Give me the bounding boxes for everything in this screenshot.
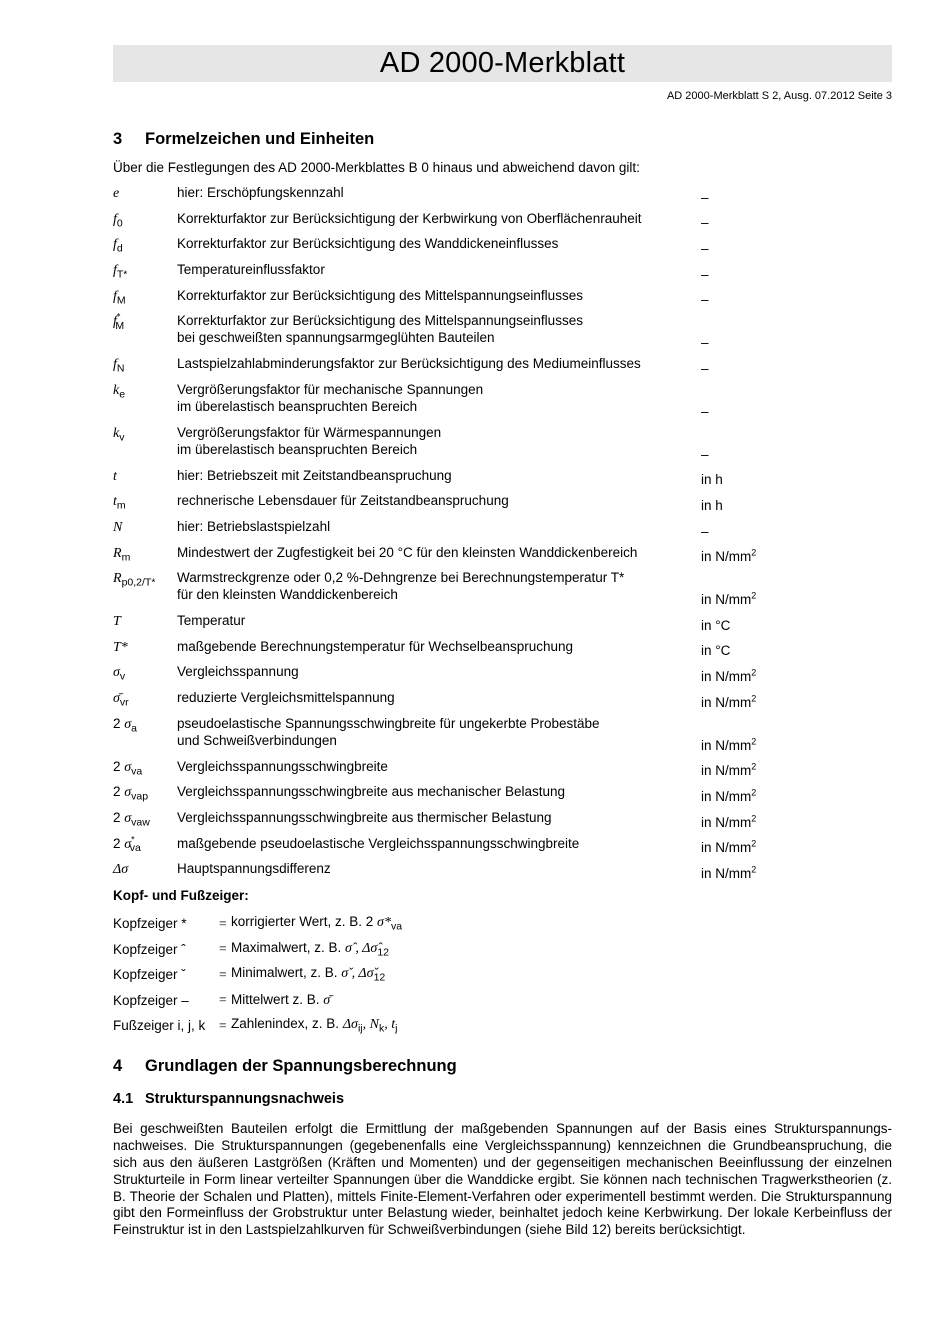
symbol-subscript: p0,2/T*	[121, 577, 156, 589]
index-math: Δσ	[342, 1017, 358, 1033]
symbol-row	[113, 378, 892, 421]
symbol-cell	[113, 609, 177, 635]
unit-cell	[701, 207, 892, 233]
symbol-cell	[113, 806, 177, 832]
symbol-letter: f	[113, 262, 117, 278]
symbol-cell	[113, 464, 177, 490]
symbol-cell	[113, 309, 177, 352]
symbol-row	[113, 352, 892, 378]
symbol-letter: R	[113, 545, 122, 561]
unit-text: in N/mm	[701, 737, 752, 753]
symbol-letter: σ	[124, 811, 132, 827]
index-list	[113, 911, 892, 1039]
symbol-letter: Δσ	[113, 862, 129, 878]
description-line: hier: Betriebslastspielzahl	[177, 519, 331, 535]
symbol-subscript: vap	[131, 791, 149, 804]
unit-text: in N/mm	[701, 840, 752, 856]
index-subscript: ij	[357, 1023, 363, 1036]
symbol-cell	[113, 541, 177, 567]
unit-superscript: 2	[751, 736, 757, 747]
section-intro: Über die Festlegungen des AD 2000-Merkblattes B 0 hinaus und abweichend davon gilt:	[113, 160, 640, 175]
symbol-cell	[113, 660, 177, 686]
symbol-letter: σ	[124, 836, 132, 852]
body-paragraph: Bei geschweißten Bauteilen erfolgt die Ermittlung der maßgebenden Spannungen auf der Basis eines Strukturspannungs-nachweises. Die Strukturspannungen (gegebenenfalls eine Vergleichsspannung) kennzeichnen die Grundbeanspruchung, die sich aus den äußeren Lastgrößen (Kräften und Momenten) und der gegenseitigen mechanischen Beeinflussung der einzelnen Strukturteile in Form linear verteilter Spannungen über die Wanddicke ergibt. Sie können nach technischen Tragwerkstheorien (z. B. Theorie der Schalen und Platten), mittels Finite-Element-Verfahren oder experimentell bestimmt werden. Die Strukturspannung gibt den Formeinfluss der Grobstruktur unter Belastung wieder, beinhaltet jedoch keine Kerbwirkung. Der lokale Kerbeinfluss der Feinstruktur ist in den Lastspielzahlkurven für Schweißverbindungen (siehe Bild 12) bereits berücksichtigt.	[113, 1121, 892, 1238]
description-cell	[177, 566, 701, 609]
symbol-row	[113, 609, 892, 635]
description-cell	[177, 609, 701, 635]
symbol-cell	[113, 378, 177, 421]
symbol-cell	[113, 489, 177, 515]
index-row	[113, 962, 892, 988]
symbol-subscript: vaw	[131, 816, 150, 829]
unit-text: –	[701, 266, 709, 282]
description-cell	[177, 309, 701, 352]
description-line: Warmstreckgrenze oder 0,2 %-Dehngrenze bei Berechnungstemperatur T*	[177, 570, 625, 586]
equals-sign: =	[219, 915, 227, 931]
symbol-subscript: v	[119, 671, 126, 683]
symbol-row	[113, 832, 892, 858]
section-3-heading	[113, 129, 892, 149]
symbol-subscript: vr	[119, 696, 129, 709]
subsection-number: 4.1	[113, 1091, 134, 1108]
symbol-cell	[113, 258, 177, 284]
unit-text: in °C	[701, 617, 731, 633]
index-text: Zahlenindex, z. B.	[231, 1016, 343, 1032]
index-label: Kopfzeiger *	[113, 916, 187, 932]
index-math: σ̌ , Δσ̌	[341, 966, 374, 982]
symbol-letter: σ	[124, 785, 132, 801]
description-cell	[177, 686, 701, 712]
symbol-row	[113, 258, 892, 284]
symbol-letter: σ	[124, 716, 132, 732]
section-4-1-heading	[113, 1090, 892, 1108]
index-math: σ̂ , Δσ̂	[345, 940, 378, 956]
equals-sign: =	[219, 941, 227, 957]
index-label: Kopfzeiger –	[113, 992, 189, 1008]
symbol-subscript: m	[116, 500, 126, 513]
description-cell	[177, 352, 701, 378]
symbol-row	[113, 806, 892, 832]
unit-text: in N/mm	[701, 669, 752, 684]
symbol-prefix: 2	[113, 835, 125, 851]
unit-cell	[701, 464, 892, 490]
section-4-heading	[113, 1056, 892, 1076]
unit-cell	[701, 284, 892, 310]
description-cell	[177, 464, 701, 490]
description-line: Korrekturfaktor zur Berücksichtigung des Wanddickeneinflusses	[177, 236, 559, 252]
symbol-cell	[113, 352, 177, 378]
symbol-prefix: 2	[113, 810, 125, 826]
symbol-subscript: N	[116, 362, 125, 375]
unit-cell	[701, 258, 892, 284]
description-line: Temperatur	[177, 613, 246, 629]
description-line-2: im überelastisch beanspruchten Bereich	[177, 398, 418, 414]
description-cell	[177, 806, 701, 832]
unit-cell	[701, 857, 892, 883]
description-cell	[177, 232, 701, 258]
symbol-row	[113, 309, 892, 352]
index-math: σ*	[377, 915, 391, 931]
symbol-letter: σ̄	[113, 691, 120, 706]
subsection-title: Strukturspannungsnachweis	[145, 1091, 345, 1108]
index-math: σ̄	[323, 992, 331, 1008]
unit-text: –	[701, 292, 709, 308]
symbol-letter: σ	[113, 665, 120, 681]
index-value	[231, 965, 385, 984]
symbol-letter: f	[113, 357, 117, 373]
symbol-star: *	[131, 834, 135, 845]
symbol-row	[113, 780, 892, 806]
symbol-row	[113, 541, 892, 567]
description-line: hier: Betriebszeit mit Zeitstandbeanspruchung	[177, 467, 452, 483]
description-line: Korrekturfaktor zur Berücksichtigung des Mittelspannungseinflusses	[177, 287, 583, 303]
symbol-cell	[113, 780, 177, 806]
index-math-2: , N	[362, 1017, 379, 1033]
index-text: Maximalwert, z. B.	[231, 939, 346, 955]
symbol-row	[113, 515, 892, 541]
index-row	[113, 936, 892, 962]
description-line: pseudoelastische Spannungsschwingbreite für ungekerbte Probestäbe	[177, 715, 600, 731]
symbol-row	[113, 464, 892, 490]
description-line: maßgebende Berechnungstemperatur für Wechselbeanspruchung	[177, 638, 573, 654]
unit-cell	[701, 378, 892, 421]
unit-superscript: 2	[751, 813, 757, 824]
description-cell	[177, 712, 701, 755]
unit-cell	[701, 712, 892, 755]
index-value	[231, 914, 402, 933]
symbol-subscript: v	[119, 431, 125, 444]
symbol-row	[113, 421, 892, 464]
description-line: rechnerische Lebensdauer für Zeitstandbeanspruchung	[177, 493, 509, 509]
equals-sign: =	[219, 1017, 227, 1033]
description-line: Vergleichsspannungsschwingbreite aus thermischer Belastung	[177, 810, 552, 826]
description-cell	[177, 378, 701, 421]
index-subscript: va	[390, 921, 403, 934]
index-label: Fußzeiger i, j, k	[113, 1018, 206, 1034]
document-subtitle: AD 2000-Merkblatt S 2, Ausg. 07.2012 Seite 3	[666, 90, 892, 102]
index-value	[231, 992, 330, 1009]
description-cell	[177, 857, 701, 883]
unit-cell	[701, 541, 892, 567]
symbol-cell	[113, 181, 177, 207]
unit-text: –	[701, 446, 709, 462]
symbol-letter: T	[113, 614, 121, 630]
symbol-cell	[113, 686, 177, 712]
description-cell	[177, 284, 701, 310]
symbol-letter: σ	[124, 759, 132, 775]
description-cell	[177, 635, 701, 661]
symbol-letter: N	[113, 520, 123, 536]
symbol-letter: f	[113, 237, 117, 253]
description-line: Mindestwert der Zugfestigkeit bei 20 °C für den kleinsten Wanddickenbereich	[177, 544, 638, 560]
symbol-cell	[113, 857, 177, 883]
unit-cell	[701, 309, 892, 352]
unit-text: –	[701, 335, 709, 351]
unit-cell	[701, 515, 892, 541]
symbol-row	[113, 489, 892, 515]
description-line-2: im überelastisch beanspruchten Bereich	[177, 441, 418, 457]
symbol-letter: T*	[113, 639, 128, 655]
index-heading: Kopf- und Fußzeiger:	[113, 887, 249, 903]
description-line: Vergleichsspannungsschwingbreite	[177, 758, 388, 774]
description-cell	[177, 181, 701, 207]
description-cell	[177, 755, 701, 781]
unit-text: in N/mm	[701, 814, 752, 830]
index-row	[113, 1013, 892, 1039]
unit-text: in N/mm	[701, 865, 752, 881]
symbol-cell	[113, 635, 177, 661]
unit-cell	[701, 832, 892, 858]
unit-text: –	[701, 215, 709, 231]
symbol-subscript: 0	[116, 217, 123, 230]
index-text: Mittelwert z. B.	[231, 991, 324, 1007]
symbol-row	[113, 686, 892, 712]
symbol-row	[113, 284, 892, 310]
unit-text: –	[701, 403, 709, 419]
symbol-letter: R	[113, 571, 122, 587]
symbol-row	[113, 232, 892, 258]
symbol-prefix: 2	[113, 758, 125, 774]
description-line: Lastspielzahlabminderungsfaktor zur Berücksichtigung des Mediumeinflusses	[177, 356, 641, 372]
symbol-subscript: a	[131, 722, 138, 735]
symbol-letter: f	[113, 211, 117, 227]
equals-sign: =	[219, 992, 227, 1008]
symbol-subscript: m	[121, 551, 131, 564]
unit-superscript: 2	[751, 693, 757, 704]
description-cell	[177, 421, 701, 464]
unit-cell	[701, 780, 892, 806]
unit-text: in N/mm	[701, 694, 752, 710]
index-value	[231, 1016, 397, 1035]
symbol-row	[113, 755, 892, 781]
symbol-row	[113, 566, 892, 609]
symbol-prefix: 2	[113, 784, 125, 800]
symbol-cell	[113, 207, 177, 233]
description-line: Vergleichsspannung	[177, 664, 299, 680]
description-line: Hauptspannungsdifferenz	[177, 861, 331, 877]
symbol-cell	[113, 566, 177, 609]
symbol-table	[113, 181, 892, 883]
symbol-cell	[113, 421, 177, 464]
unit-text: in h	[701, 472, 723, 488]
symbol-subscript: va	[131, 765, 143, 778]
unit-cell	[701, 660, 892, 686]
index-math-3: , t	[384, 1017, 396, 1033]
symbol-letter: f	[113, 288, 117, 304]
unit-superscript: 2	[751, 590, 757, 601]
symbol-subscript: va	[129, 842, 141, 855]
unit-superscript: 2	[751, 787, 757, 798]
symbol-letter: k	[113, 382, 120, 398]
symbol-cell	[113, 232, 177, 258]
description-line: maßgebende pseudoelastische Vergleichsspannungsschwingbreite	[177, 835, 580, 851]
equals-sign: =	[219, 966, 227, 982]
symbol-cell	[113, 832, 177, 858]
unit-text: –	[701, 523, 709, 539]
symbol-row	[113, 207, 892, 233]
description-cell	[177, 660, 701, 686]
document-page	[113, 45, 892, 1239]
unit-superscript: 2	[751, 864, 757, 875]
unit-text: in N/mm	[701, 789, 752, 805]
symbol-letter: k	[113, 425, 120, 441]
section-number: 4	[113, 1057, 123, 1076]
index-subscript-2: k	[378, 1023, 385, 1036]
symbol-letter: t	[113, 494, 117, 510]
symbol-letter: f	[113, 314, 117, 330]
unit-cell	[701, 421, 892, 464]
unit-cell	[701, 352, 892, 378]
unit-text: in h	[701, 498, 723, 514]
symbol-cell	[113, 712, 177, 755]
symbol-row	[113, 660, 892, 686]
index-value	[231, 940, 389, 959]
description-line: Vergleichsspannungsschwingbreite aus mechanischer Belastung	[177, 784, 565, 800]
unit-cell	[701, 566, 892, 609]
description-cell	[177, 541, 701, 567]
unit-superscript: 2	[751, 547, 757, 558]
unit-text: in N/mm	[701, 763, 752, 779]
unit-text: in N/mm	[701, 592, 752, 608]
unit-cell	[701, 806, 892, 832]
unit-text: in N/mm	[701, 549, 752, 565]
description-line-2: bei geschweißten spannungsarmgeglühten Bauteilen	[177, 330, 495, 346]
description-cell	[177, 258, 701, 284]
unit-cell	[701, 686, 892, 712]
symbol-cell	[113, 515, 177, 541]
description-line: Vergrößerungsfaktor für Wärmespannungen	[177, 424, 442, 440]
section-title: Formelzeichen und Einheiten	[145, 130, 375, 148]
description-cell	[177, 515, 701, 541]
index-subscript: 12	[377, 946, 389, 959]
description-line: Vergrößerungsfaktor für mechanische Spannungen	[177, 381, 484, 397]
document-header	[113, 45, 892, 82]
unit-cell	[701, 755, 892, 781]
description-line: hier: Erschöpfungskennzahl	[177, 185, 344, 200]
symbol-subscript: M	[115, 319, 125, 332]
description-line: Korrekturfaktor zur Berücksichtigung des Mittelspannungseinflusses	[177, 313, 583, 329]
symbol-row	[113, 635, 892, 661]
index-label: Kopfzeiger ˇ	[113, 967, 186, 983]
unit-text: –	[701, 189, 709, 205]
index-row	[113, 987, 892, 1013]
description-cell	[177, 207, 701, 233]
symbol-star: *	[116, 311, 121, 322]
description-cell	[177, 832, 701, 858]
symbol-prefix: 2	[113, 715, 125, 731]
unit-cell	[701, 635, 892, 661]
description-line-2: für den kleinsten Wanddickenbereich	[177, 587, 398, 603]
unit-cell	[701, 232, 892, 258]
symbol-subscript: M	[116, 294, 126, 307]
index-text: korrigierter Wert, z. B. 2	[231, 914, 378, 930]
description-line: Temperatureinflussfaktor	[177, 261, 325, 277]
document-title: AD 2000-Merkblatt	[379, 47, 626, 79]
symbol-row	[113, 857, 892, 883]
symbol-subscript: T*	[116, 268, 128, 281]
unit-text: –	[701, 360, 709, 376]
unit-cell	[701, 489, 892, 515]
index-label: Kopfzeiger ˆ	[113, 941, 186, 957]
description-cell	[177, 780, 701, 806]
unit-superscript: 2	[751, 761, 757, 772]
symbol-letter: t	[113, 468, 117, 484]
symbol-subscript: d	[116, 242, 123, 255]
symbol-subscript: e	[119, 388, 126, 401]
index-subscript: 12	[373, 972, 386, 985]
symbol-letter: e	[113, 186, 120, 201]
unit-superscript: 2	[751, 838, 757, 849]
symbol-cell	[113, 284, 177, 310]
index-subscript-3: j	[395, 1023, 398, 1036]
section-title: Grundlagen der Spannungsberechnung	[145, 1057, 457, 1076]
description-line-2: und Schweißverbindungen	[177, 732, 337, 748]
symbol-row	[113, 712, 892, 755]
unit-superscript: 2	[751, 667, 757, 678]
unit-cell	[701, 181, 892, 207]
description-line: reduzierte Vergleichsmittelspannung	[177, 690, 395, 705]
symbol-row	[113, 181, 892, 207]
unit-text: –	[701, 240, 709, 256]
symbol-cell	[113, 755, 177, 781]
unit-text: in °C	[701, 643, 731, 659]
description-line: Korrekturfaktor zur Berücksichtigung der Kerbwirkung von Oberflächenrauheit	[177, 210, 642, 226]
index-row	[113, 911, 892, 937]
description-cell	[177, 489, 701, 515]
unit-cell	[701, 609, 892, 635]
index-text: Minimalwert, z. B.	[231, 965, 342, 981]
section-number: 3	[113, 130, 123, 148]
